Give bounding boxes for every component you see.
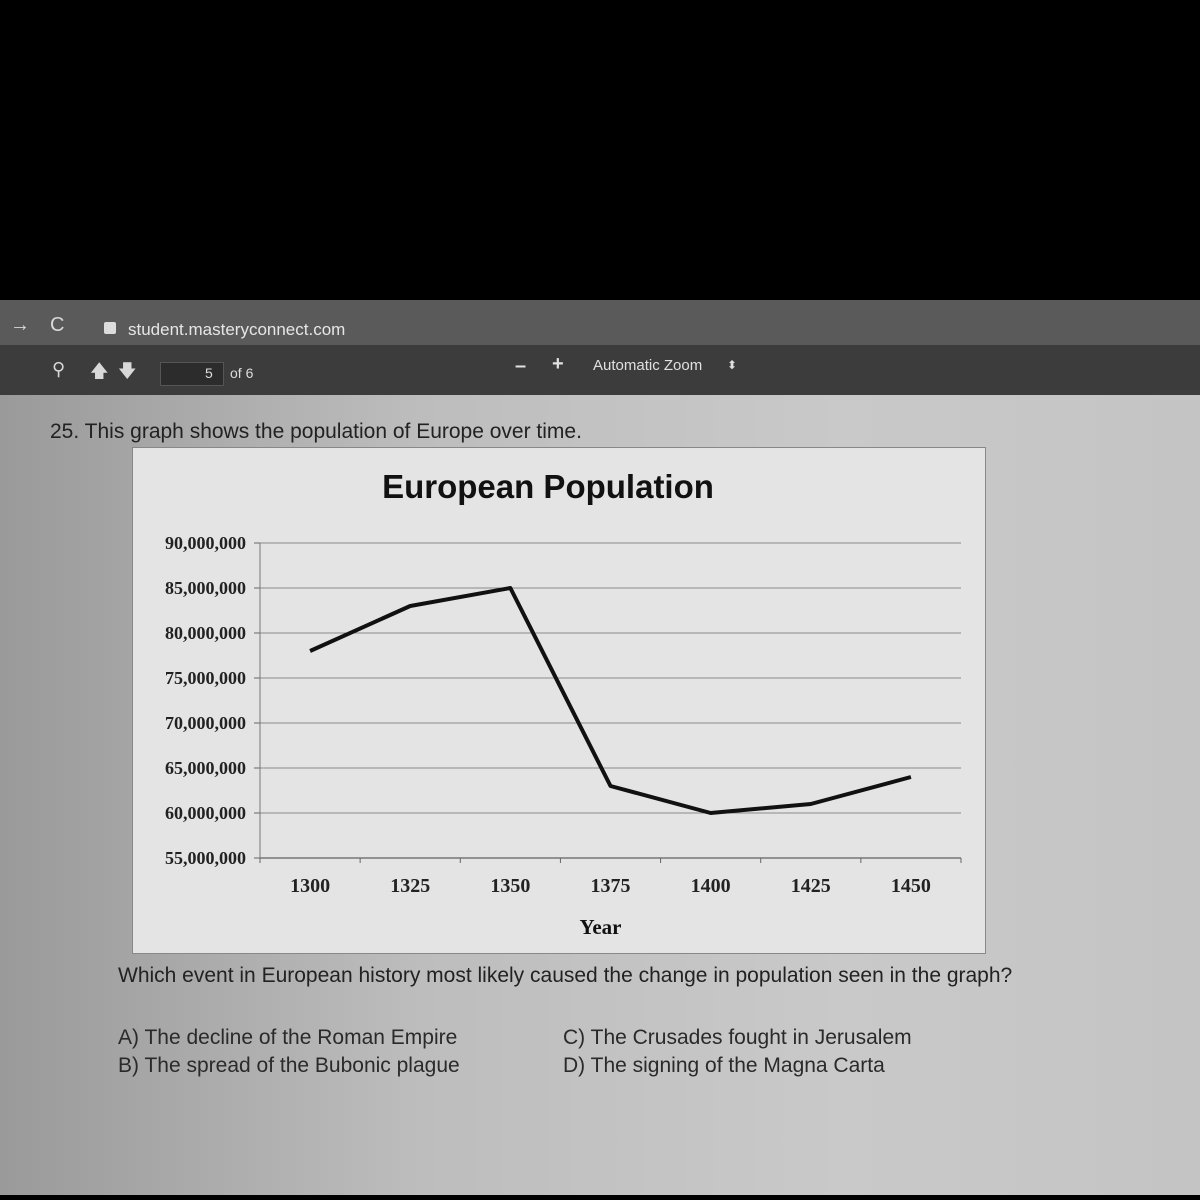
question-prompt: Which event in European history most likely caused the change in population seen in the graph? (118, 964, 1013, 987)
page-number: 5 (205, 365, 213, 381)
x-tick-label: 1425 (790, 875, 831, 897)
forward-arrow-icon[interactable]: → (10, 314, 30, 336)
search-icon[interactable]: ⚲ (52, 359, 66, 379)
address-bar-url[interactable]: student.masteryconnect.com (128, 320, 346, 339)
next-page-icon[interactable]: 🡇 (118, 361, 137, 381)
zoom-select-label: Automatic Zoom (593, 357, 703, 374)
x-tick-label: 1350 (490, 875, 531, 897)
line-chart (133, 448, 985, 953)
lock-icon (104, 322, 116, 334)
option-a[interactable]: A) The decline of the Roman Empire (118, 1026, 458, 1049)
x-tick-label: 1325 (390, 875, 431, 897)
zoom-in-button[interactable]: + (552, 353, 564, 375)
y-tick-label: 55,000,000 (165, 848, 246, 868)
pdf-toolbar (0, 345, 1200, 395)
previous-page-icon[interactable]: 🡅 (90, 361, 109, 381)
x-tick-label: 1375 (590, 875, 631, 897)
screen (0, 300, 1200, 1195)
page-number-input[interactable] (160, 362, 224, 386)
browser-bar (0, 300, 1200, 345)
y-tick-label: 75,000,000 (165, 668, 246, 688)
option-c[interactable]: C) The Crusades fought in Jerusalem (563, 1026, 912, 1049)
zoom-out-button[interactable]: – (515, 355, 527, 377)
x-tick-label: 1400 (690, 875, 731, 897)
chart-title: European Population (382, 468, 714, 505)
y-tick-label: 70,000,000 (165, 713, 246, 733)
zoom-select[interactable] (585, 350, 745, 382)
x-tick-label: 1450 (890, 875, 931, 897)
y-tick-label: 65,000,000 (165, 758, 246, 778)
y-tick-label: 60,000,000 (165, 803, 246, 823)
chart-panel (132, 447, 986, 954)
y-tick-label: 85,000,000 (165, 578, 246, 598)
select-arrows-icon: ⬍ (727, 358, 738, 372)
x-tick-label: 1300 (290, 875, 331, 897)
y-tick-label: 80,000,000 (165, 623, 246, 643)
x-axis-label: Year (579, 915, 622, 939)
option-d[interactable]: D) The signing of the Magna Carta (563, 1054, 885, 1077)
option-b[interactable]: B) The spread of the Bubonic plague (118, 1054, 460, 1077)
series-line (310, 588, 911, 813)
reload-icon[interactable]: C (50, 314, 65, 336)
question-header: 25. This graph shows the population of Europe over time. (50, 420, 582, 443)
y-tick-label: 90,000,000 (165, 533, 246, 553)
page-total: of 6 (230, 365, 254, 381)
